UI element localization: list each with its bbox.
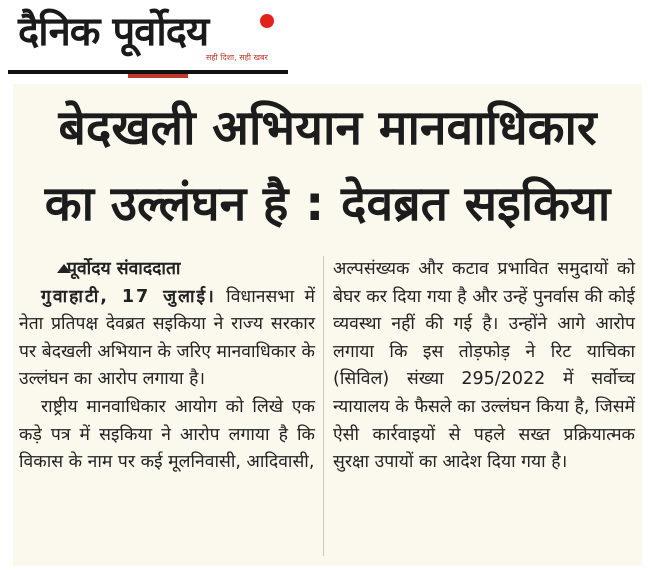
masthead-red-bar [128,74,188,78]
newspaper-name: दैनिक पूर्वोदय [18,9,209,55]
byline-text: पूर्वोदय संवाददाता [67,259,181,279]
article-headline [13,90,642,242]
headline-line-1: बेदखली अभियान मानवाधिकार [58,100,597,156]
brand-dot-icon [260,14,274,28]
article-column-left [19,256,315,477]
paragraph-2: राष्ट्रीय मानवाधिकार आयोग को लिखे एक कड़े पत्र में सइकिया ने आरोप लगाया है कि विकास के नाम पर कई मूलनिवासी, आदिवासी, [19,396,315,473]
byline [19,256,315,284]
masthead [8,4,288,70]
dateline-paragraph [19,284,315,394]
newspaper-tagline: सही दिशा, सही खबर [206,53,268,62]
headline-line-2: का उल्लंघन है : देवब्रत सइकिया [44,176,611,232]
article-column-right [333,256,635,477]
column-divider [323,256,324,556]
paragraph-1: विधानसभा में नेता प्रतिपक्ष देवब्रत सइकिया ने राज्य सरकार पर बेदखली अभियान के जरिए मानवाधिकार के उल्लंघन का आरोप लगाया है। [19,286,315,390]
news-article [13,84,642,566]
dateline: गुवाहाटी, 17 जुलाई। [41,286,216,307]
triangle-bullet-icon [57,264,71,273]
paragraph-3: अल्पसंख्यक और कटाव प्रभावित समुदायों को बेघर कर दिया गया है और उन्हें पुनर्वास की कोई व्यवस्था नहीं की गई है। उन्होंने आगे आरोप लगाया कि इस तोड़फोड़ ने रिट याचिका (सिविल) संख्या 295/2022 में सर्वोच्च न्यायालय के फैसले का उल्लंघन किया है, जिसमें ऐसी कार्रवाइयों से पहले सख्त प्रक्रियात्मक सुरक्षा उपायों का आदेश दिया गया है। [333,259,635,473]
